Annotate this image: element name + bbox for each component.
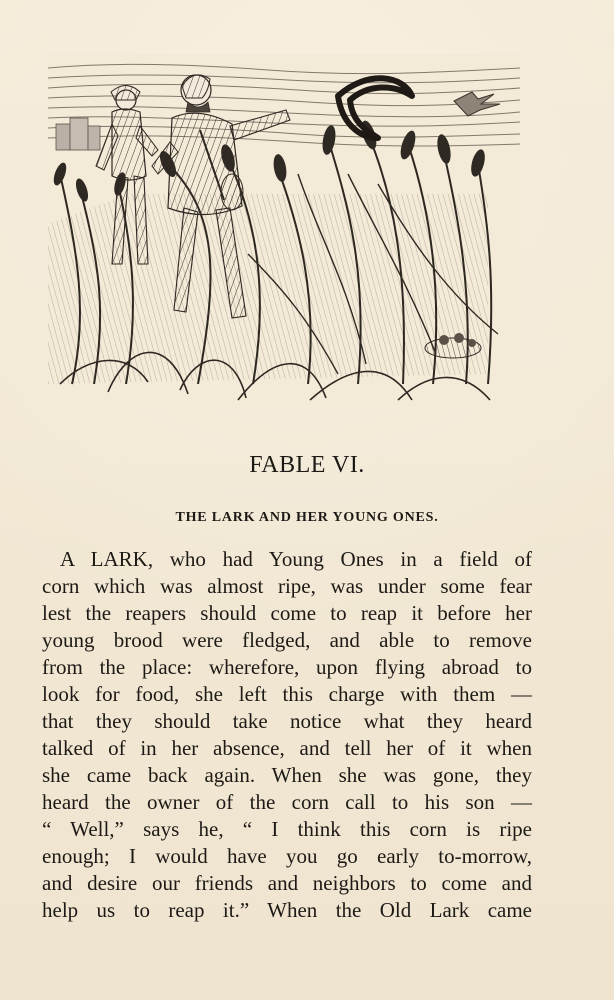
paragraph-line: “ Well,” says he, “ I think this corn is ripe xyxy=(42,817,532,841)
paragraph-line: corn which was almost ripe, was under some fear xyxy=(42,574,532,598)
paragraph-line: young brood were fledged, and able to remove xyxy=(42,628,532,652)
paragraph-line: A LARK, who had Young Ones in a field of xyxy=(60,547,532,571)
paragraph-line: lest the reapers should come to reap it before her xyxy=(42,601,532,625)
fable-subtitle: THE LARK AND HER YOUNG ONES. xyxy=(175,510,439,525)
engraving-illustration xyxy=(48,54,520,406)
paragraph-line: talked of in her absence, and tell her of it when xyxy=(42,736,532,760)
paragraph-line: look for food, she left this charge with them — xyxy=(42,682,532,706)
paragraph-line: heard the owner of the corn call to his son — xyxy=(42,790,532,814)
fable-body xyxy=(42,546,532,924)
paragraph-line: that they should take notice what they heard xyxy=(42,709,532,733)
paragraph-line: from the place: wherefore, upon flying abroad to xyxy=(42,655,532,679)
paragraph-line: she came back again. When she was gone, they xyxy=(42,763,532,787)
reapers-and-larks-engraving xyxy=(48,54,520,406)
paragraph-line: and desire our friends and neighbors to come and xyxy=(42,871,532,895)
paragraph-line: enough; I would have you go early to-morrow, xyxy=(42,844,532,868)
fable-title: FABLE VI. xyxy=(249,452,365,478)
paragraph-line: help us to reap it.” When the Old Lark came xyxy=(42,898,532,922)
